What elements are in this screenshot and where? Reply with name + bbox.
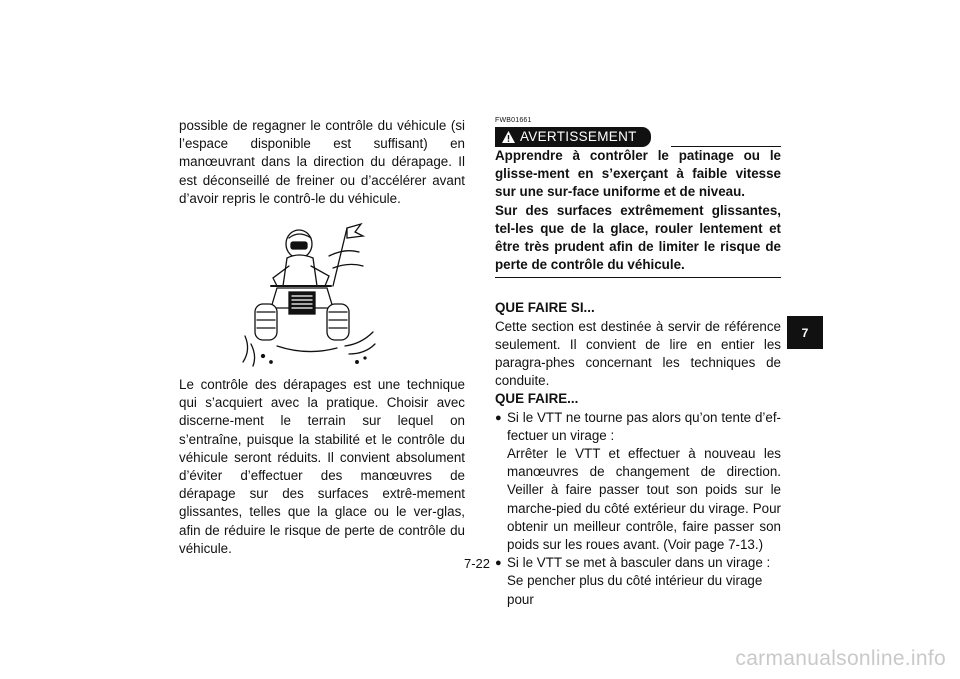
warning-triangle-icon [501, 130, 516, 144]
warning-label: AVERTISSEMENT [520, 128, 637, 144]
list-item [495, 409, 781, 445]
bullet-1-detail: Arrêter le VTT et effectuer à nouveau les manœuvres de changement de direction. Veiller à faire passer tout son poids sur le marche-pied du côté extérieur du virage. Pour obtenir un meilleur contrôle, faire passer son poids sur les roues avant. (Voir page 7-13.) [507, 446, 781, 553]
bullet-2-detail: Se pencher plus du côté intérieur du virage pour [507, 573, 763, 607]
warning-code: FWB01661 [495, 117, 532, 124]
bullet-icon: ● [495, 557, 502, 570]
bullet-icon: ● [495, 411, 502, 424]
list-item [495, 554, 781, 572]
left-paragraph-2: Le contrôle des dérapages est une technique qui s’acquiert avec la pratique. Choisir avec discerne-ment le terrain sur lequel on s’entraîne, puisque la stabilité et le contrôle du véhicule seront réduits. Il convient absolument d’éviter d’effectuer des manœuvres de dérapage sur des surfaces extrê-mement glissantes, telles que la glace ou le ver-glas, afin de réduire le risque de perte de contrôle du véhicule. [179, 377, 465, 556]
section-heading-que-faire: QUE FAIRE... [495, 391, 579, 407]
chapter-tab: 7 [787, 316, 823, 349]
right-paragraph-1: Cette section est destinée à servir de référence seulement. Il convient de lire en entier les paragra-phes concernant les techniques de conduite. [495, 318, 781, 389]
warning-text-1: Apprendre à contrôler le patinage ou le glisse-ment en s’exerçant à faible vitesse sur une sur-face uniforme et de niveau. [495, 148, 781, 200]
warning-badge [495, 127, 651, 147]
bullet-2-text: Si le VTT se met à basculer dans un virage : [507, 555, 771, 571]
section-heading-que-faire-si: QUE FAIRE SI... [495, 300, 595, 316]
page-number: 7-22 [464, 556, 491, 571]
warning-header [495, 127, 781, 147]
bullet-1-text: Si le VTT ne tourne pas alors qu’on tente d’ef-fectuer un virage : [507, 409, 781, 443]
right-column [495, 117, 781, 609]
atv-rider-skidding-illustration [237, 216, 377, 368]
warning-bottom-rule [495, 277, 781, 278]
left-column [179, 117, 465, 558]
watermark: carmanualsonline.info [735, 647, 946, 670]
left-paragraph-1: possible de regagner le contrôle du véhicule (si l’espace disponible est suffisant) en manœuvrant dans la direction du dérapage. Il est déconseillé de freiner ou d’accélérer avant d’avoir repris le contrô-le du véhicule. [179, 118, 465, 206]
warning-text-2: Sur des surfaces extrêmement glissantes, tel-les que de la glace, rouler lentement et être très prudent afin de limiter le risque de perte de contrôle du véhicule. [495, 202, 781, 273]
